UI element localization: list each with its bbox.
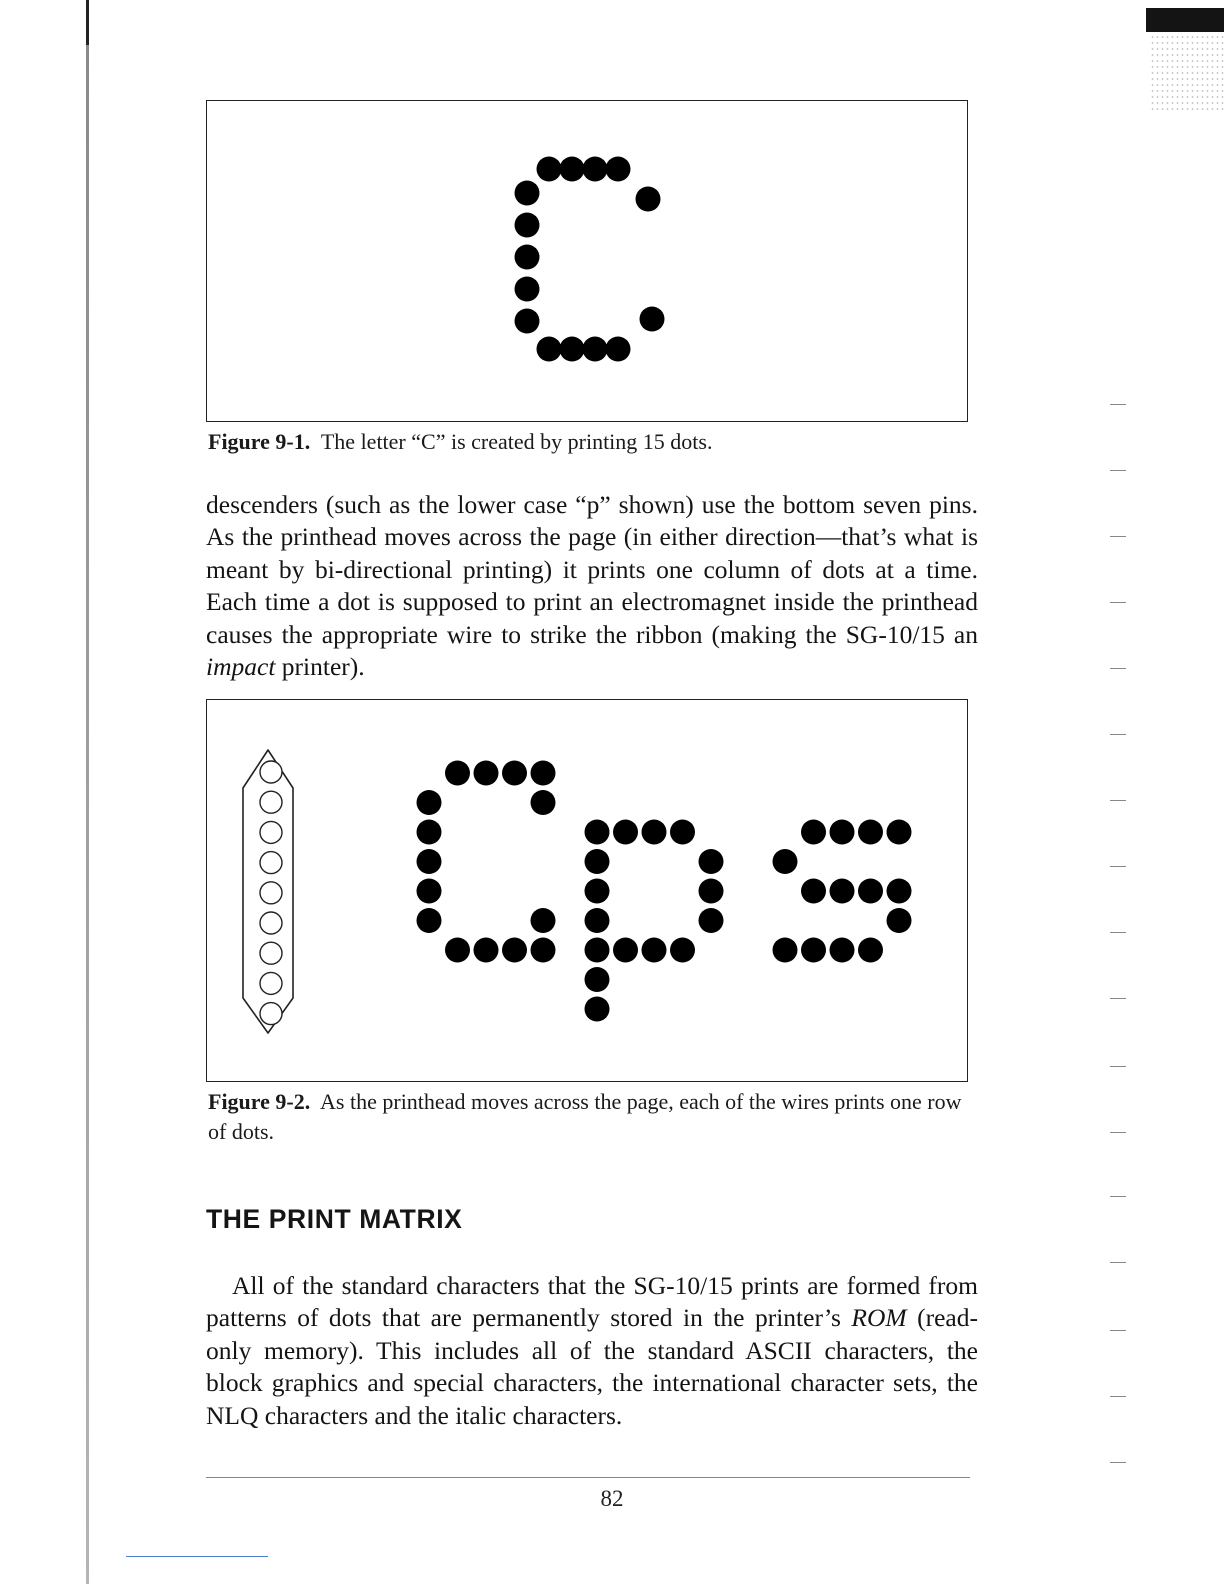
letter-p-dot bbox=[585, 908, 610, 933]
letter-c-dot bbox=[417, 790, 442, 815]
margin-tick bbox=[1110, 1066, 1126, 1067]
printhead-pin bbox=[260, 791, 282, 813]
scan-artifact-line bbox=[126, 1556, 268, 1557]
page-number: 82 bbox=[600, 1486, 624, 1511]
printhead-pin bbox=[260, 761, 282, 783]
margin-tick bbox=[1110, 866, 1126, 867]
letter-p-dot bbox=[670, 820, 695, 845]
letter-s-dot bbox=[887, 820, 912, 845]
printhead-pin bbox=[260, 942, 282, 964]
figure-9-2-caption bbox=[208, 1087, 978, 1147]
letter-p-dot bbox=[642, 820, 667, 845]
letter-c-dot bbox=[531, 761, 556, 786]
letter-c-dot bbox=[583, 157, 608, 182]
printhead-pin bbox=[260, 1003, 282, 1025]
margin-tick bbox=[1110, 536, 1126, 537]
letter-c-dot bbox=[515, 277, 540, 302]
letter-p-dot bbox=[585, 879, 610, 904]
letter-p-dot bbox=[613, 820, 638, 845]
section-heading: THE PRINT MATRIX bbox=[206, 1204, 463, 1234]
letter-c-dot bbox=[531, 790, 556, 815]
letter-c-dot bbox=[515, 181, 540, 206]
paragraph-2-emphasis: ROM bbox=[851, 1303, 907, 1333]
letter-c-dot bbox=[515, 245, 540, 270]
letter-c-dot bbox=[474, 761, 499, 786]
letter-p-dot bbox=[699, 879, 724, 904]
letter-c-dot bbox=[640, 307, 665, 332]
letter-c-dot bbox=[417, 879, 442, 904]
margin-tick bbox=[1110, 998, 1126, 999]
letter-c-dot bbox=[417, 849, 442, 874]
letter-s-dot bbox=[887, 908, 912, 933]
printhead-pin bbox=[260, 852, 282, 874]
letter-c-dot bbox=[515, 309, 540, 334]
letter-s-dot bbox=[773, 938, 798, 963]
margin-tick bbox=[1110, 1132, 1126, 1133]
figure-9-2-caption-text: As the printhead moves across the page, each of the wires prints one row of dots. bbox=[208, 1089, 962, 1144]
letter-c-dot bbox=[583, 337, 608, 362]
paragraph-1-text: descenders (such as the lower case “p” shown) use the bottom seven pins. As the printhead moves across the page (in either direction—that’s what is meant by bi-directional printing) it prints one column of dots at a time. Each time a dot is supposed to print an electromagnet inside the printhead causes the appropriate wire to strike the ribbon (making the SG-10/15 an bbox=[206, 490, 978, 649]
letter-c-dot-matrix bbox=[207, 101, 969, 423]
letter-c-dot bbox=[606, 337, 631, 362]
margin-tick bbox=[1110, 1396, 1126, 1397]
letter-c-dot bbox=[560, 337, 585, 362]
letter-p-dot bbox=[585, 820, 610, 845]
letter-c-dot bbox=[445, 761, 470, 786]
figure-9-1-frame bbox=[206, 100, 968, 422]
margin-tick bbox=[1110, 800, 1126, 801]
margin-tick bbox=[1110, 404, 1126, 405]
letter-s-dot bbox=[858, 938, 883, 963]
letter-c-dot bbox=[502, 938, 527, 963]
margin-tick bbox=[1110, 1196, 1126, 1197]
letter-c-dot bbox=[502, 761, 527, 786]
margin-tick bbox=[1110, 1330, 1126, 1331]
paragraph-1-text-end: printer). bbox=[275, 652, 365, 682]
letter-s-dot bbox=[830, 820, 855, 845]
letter-c-dot bbox=[537, 157, 562, 182]
figure-9-1-caption-text: The letter “C” is created by printing 15 dots. bbox=[320, 429, 713, 454]
letter-c-dot bbox=[560, 157, 585, 182]
margin-tick bbox=[1110, 1462, 1126, 1463]
paragraph-2-text: All of the standard characters that the SG-10/15 prints are formed from patterns of dots that are permanently stored in the printer’s bbox=[206, 1271, 978, 1333]
letter-c-dot bbox=[531, 938, 556, 963]
letter-s-dot bbox=[773, 849, 798, 874]
figure-9-1-label: Figure 9-1. bbox=[208, 429, 311, 454]
margin-tick bbox=[1110, 932, 1126, 933]
printhead-pin bbox=[260, 972, 282, 994]
letter-p-dot bbox=[585, 849, 610, 874]
letter-s-dot bbox=[801, 938, 826, 963]
figure-9-2-frame bbox=[206, 699, 968, 1082]
margin-tick bbox=[1110, 1262, 1126, 1263]
letter-s-dot bbox=[801, 820, 826, 845]
letter-p-dot bbox=[642, 938, 667, 963]
letter-s-dot bbox=[801, 879, 826, 904]
letter-c-dot bbox=[537, 337, 562, 362]
letter-p-dot bbox=[699, 908, 724, 933]
margin-tick bbox=[1110, 602, 1126, 603]
binding-edge bbox=[86, 0, 89, 1584]
letter-c-dot bbox=[515, 213, 540, 238]
letter-c-dot bbox=[531, 908, 556, 933]
letter-p-dot bbox=[613, 938, 638, 963]
paragraph-2 bbox=[206, 1270, 978, 1432]
letter-c-dot bbox=[417, 908, 442, 933]
figure-9-2-label: Figure 9-2. bbox=[208, 1089, 311, 1114]
letter-s-dot bbox=[830, 879, 855, 904]
letter-s-dot bbox=[887, 879, 912, 904]
letter-p-dot bbox=[585, 967, 610, 992]
printhead-pin bbox=[260, 821, 282, 843]
letter-s-dot bbox=[858, 879, 883, 904]
paragraph-1-emphasis: impact bbox=[206, 652, 276, 682]
footer-rule bbox=[206, 1477, 970, 1478]
letter-s-dot bbox=[830, 938, 855, 963]
letter-c-dot bbox=[606, 157, 631, 182]
letter-c-dot bbox=[417, 820, 442, 845]
letter-p-dot bbox=[585, 997, 610, 1022]
letter-p-dot bbox=[670, 938, 695, 963]
printhead-pin bbox=[260, 912, 282, 934]
letter-p-dot bbox=[585, 938, 610, 963]
letter-c-dot bbox=[474, 938, 499, 963]
paragraph-1 bbox=[206, 489, 978, 683]
scan-speckle bbox=[1150, 34, 1224, 114]
letter-c-dot bbox=[445, 938, 470, 963]
margin-tick bbox=[1110, 470, 1126, 471]
letter-c-dot bbox=[636, 187, 661, 212]
printhead-pin bbox=[260, 882, 282, 904]
letter-p-dot bbox=[699, 849, 724, 874]
cps-dot-matrix-with-printhead bbox=[207, 700, 969, 1083]
letter-s-dot bbox=[858, 820, 883, 845]
paragraph-2-text-end: (read-only memory). This includes all of the standard ASCII characters, the block graphics and special characters, the international character sets, the NLQ characters and the italic characters. bbox=[206, 1303, 978, 1430]
margin-tick bbox=[1110, 668, 1126, 669]
corner-tab-mark bbox=[1146, 8, 1224, 32]
margin-tick bbox=[1110, 734, 1126, 735]
figure-9-1-caption bbox=[208, 427, 978, 457]
